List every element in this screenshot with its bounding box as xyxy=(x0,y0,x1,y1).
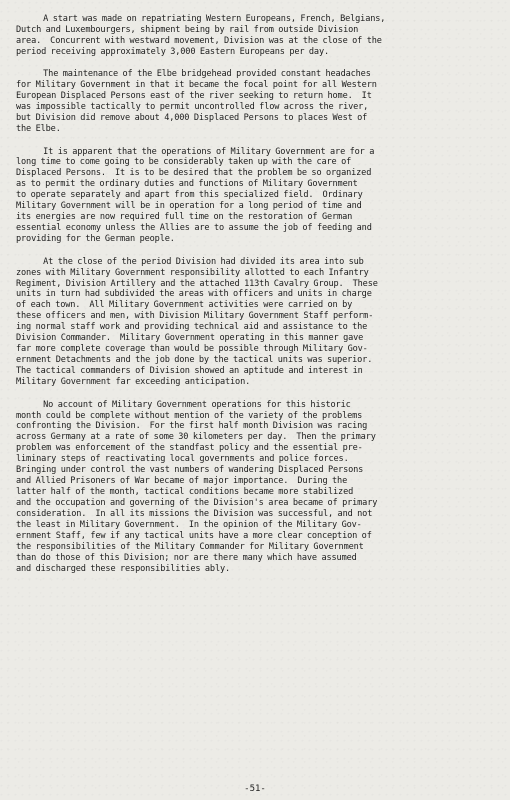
paragraph-repatriation: A start was made on repatriating Western Europeans, French, Belgians, Dutch and Luxembourgers, shipment being by rail from outside Division area. Concurrent with westward movement, Division was at the close of the period receiving approximately 3,000 Eastern Europeans per day. xyxy=(16,14,386,57)
paragraph-sub-zones: At the close of the period Division had divided its area into sub zones with Military Government responsibility allotted to each Infantry Regiment, Division Artillery and the attached 113th Cavalry Group. These units in turn had subdivided the areas with officers and units in charge of each town. All Military Government activities were carried on by these officers and men, with Division Military Government Staff perform- ing normal staff work and providing technical aid and assistance to the Division Commander. Military Government operating in this manner gave far more complete coverage than would be possible through Military Gov- ernment Detachments and the job done by the tactical units was superior. The tactical commanders of Division showed an aptitude and interest in Military Government far exceeding anticipation. xyxy=(16,256,378,388)
paragraph-elbe-bridgehead: The maintenance of the Elbe bridgehead provided constant headaches for Military Government in that it became the focal point for all Western European Displaced Persons east of the river seeking to return home. It was impossible tactically to permit uncontrolled flow across the river, but Division did remove about 4,000 Displaced Persons to places West of the Elbe. xyxy=(16,69,377,135)
page-number: -51- xyxy=(244,784,266,794)
paragraph-historic-month: No account of Military Government operations for this historic month could be complete without mention of the variety of the problems confronting the Division. For the first half month Division was racing across Germany at a rate of some 30 kilometers per day. Then the primary problem was enforcement of the standfast policy and the essential pre- liminary steps of reactivating local governments and police forces. Bringing under control the vast numbers of wandering Displaced Persons and Allied Prisoners of War became of major importance. During the latter half of the month, tactical conditions became more stabilized and the occupation and governing of the Division's area became of primary consideration. In all its missions the Division was successful, and not the least in Military Government. In the opinion of the Military Gov- ernment Staff, few if any tactical units have a more clear conception of the responsibilities of the Military Commander for Military Government than do those of this Division; nor are there many which have assumed and discharged these responsibilities ably. xyxy=(16,399,378,574)
paragraph-displaced-persons: It is apparent that the operations of Military Government are for a long time to come going to be considerably taken up with the care of Displaced Persons. It is to be desired that the problem be so organized as to permit the ordinary duties and functions of Military Government to operate separately and apart from this specialized field. Ordinary Military Government will be in operation for a long period of time and its energies are now required full time on the restoration of German essential economy unless the Allies are to assume the job of feeding and providing for the German people. xyxy=(16,146,375,245)
